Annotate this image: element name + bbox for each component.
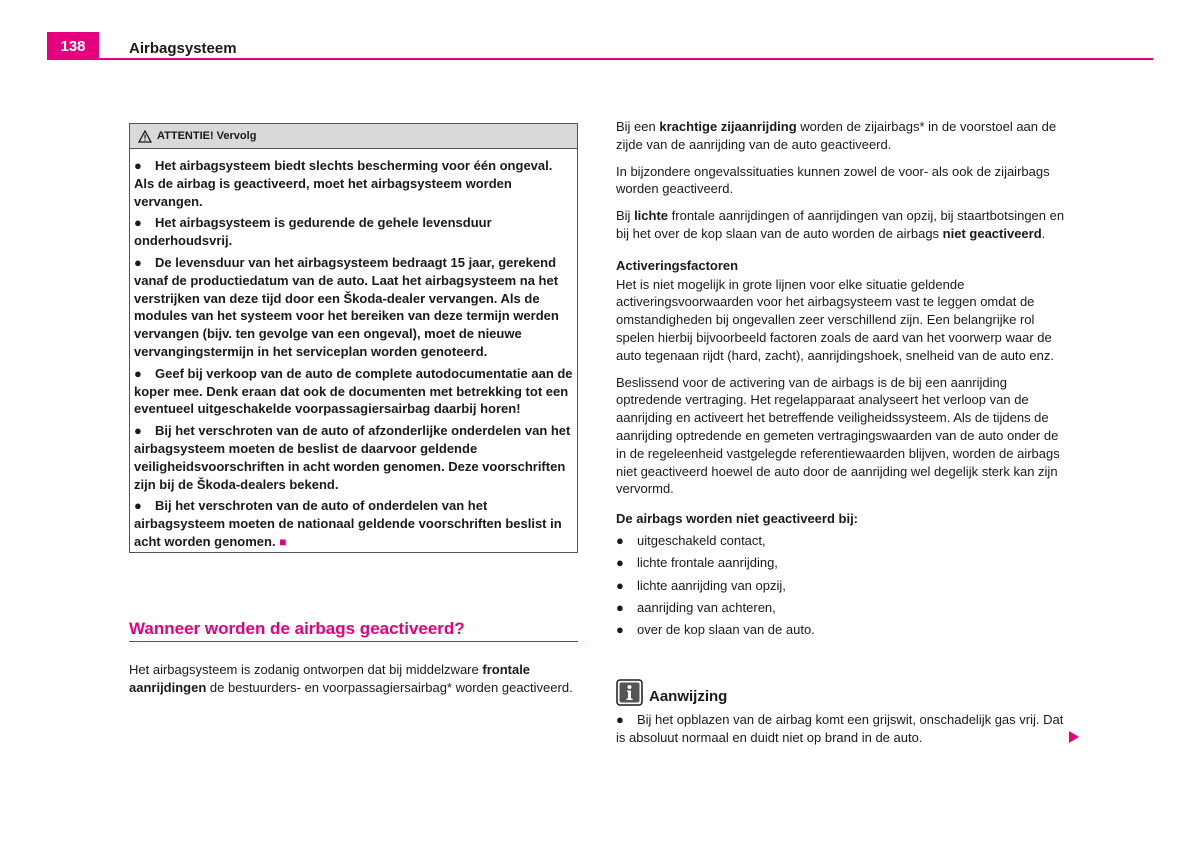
warning-triangle-icon [138,130,152,143]
bullet-icon: ● [616,599,624,615]
bullet-icon: ● [134,158,142,173]
paragraph: Bij lichte frontale aanrijdingen of aanrijdingen van opzij, bij staartbotsingen en bij het over de kop slaan van de auto worden de airbags niet geactiveerd. [616,208,1065,241]
bullet-icon: ● [134,498,142,514]
list-item: ● uitgeschakeld contact, [616,532,766,548]
note-title: Aanwijzing [649,688,728,705]
paragraph: Beslissend voor de activering van de airbags is de bij een aanrijding optredende vertraging. Het regelapparaat analyseert het verloop van de aanrijding en activeert het betreffende veiligheidssysteem. Als de tijdens de aanrijding optredende en gemeten vertragingswaarden van de auto onder de in de regeleenheid vastgelegde referentiewaarden blijven, worden de airbags niet geactiveerd hoewel de auto door de aanrijding wel degelijk sterk kan zijn vervormd. [616,374,1060,497]
warning-header [130,124,577,149]
bullet-icon: ● [616,622,624,638]
paragraph: In bijzondere ongevalssituaties kunnen zowel de voor- als ook de zijairbags worden geactiveerd. [616,163,1050,197]
bullet-icon: ● [616,532,624,548]
end-marker-icon: ■ [279,534,287,549]
subheading: Activeringsfactoren [616,257,739,273]
page-number: 138 [47,32,99,60]
warning-item: ● Bij het verschroten van de auto of afzonderlijke onderdelen van het airbagsysteem moeten de beslist de daarvoor geldende veiligheidsvoorschriften in acht worden genomen. Deze voorschriften zijn bij de Škoda-dealers bekend. [134,423,571,492]
header-rule [47,58,1153,60]
note-header [616,679,727,706]
paragraph: Bij een krachtige zijaanrijding worden de zijairbags* in de voorstoel aan de zijde van de aanrijding van de auto geactiveerd. [616,119,1057,152]
bullet-icon: ● [134,423,142,439]
bullet-icon: ● [134,215,142,231]
warning-body [130,149,577,552]
bullet-icon: ● [134,254,142,270]
list-item: ● over de kop slaan van de auto. [616,622,815,638]
right-column [616,118,1072,643]
not-activated-list [616,532,1072,639]
section-intro: Het airbagsysteem is zodanig ontworpen dat bij middelzware frontale aanrijdingen de bestuurders- en voorpassagiersairbag* worden geactiveerd. [129,662,573,695]
warning-item: ● Geef bij verkoop van de auto de complete autodocumentatie aan de koper mee. Denk eraan dat ook de documenten met betrekking tot een eventueel uitgeschakelde voorpassagiersairbag daarbij horen! [134,365,573,417]
list-item: ● aanrijding van achteren, [616,599,776,615]
list-item: ● lichte aanrijding van opzij, [616,577,786,593]
warning-item: ● De levensduur van het airbagsysteem bedraagt 15 jaar, gerekend vanaf de productiedatum van de auto. Laat het airbagsysteem na het verstrijken van deze tijd door een Škoda-dealer vervangen. Als de modules van het systeem voor het bereiken van deze termijn werden vervangen (bijv. ten gevolge van een ongeval), moet de nieuwe vervangingstermijn in het serviceplan worden genoteerd. [134,254,559,359]
bullet-icon: ● [616,712,624,727]
warning-item: ● Bij het verschroten van de auto of onderdelen van het airbagsysteem moeten de nationaal geldende voorschriften beslist in acht worden genomen. ■ [134,498,562,549]
bullet-icon: ● [134,365,142,381]
bullet-icon: ● [616,555,624,571]
list-item: ● lichte frontale aanrijding, [616,555,778,571]
warning-title: ATTENTIE! Vervolg [157,130,257,142]
warning-item: ● Het airbagsysteem is gedurende de gehele levensduur onderhoudsvrij. [134,215,492,249]
section-heading: Wanneer worden de airbags geactiveerd? [129,619,578,642]
warning-box [129,123,578,553]
note-text: ● Bij het opblazen van de airbag komt een grijswit, onschadelijk gas vrij. Dat is absoluut normaal en duidt niet op brand in de auto. [616,712,1064,745]
chapter-title: Airbagsysteem [129,40,237,57]
paragraph: Het is niet mogelijk in grote lijnen voor elke situatie geldende activeringsvoorwaarden voor het airbagsysteem vast te leggen omdat de omstandigheden bij ongevallen zeer verschillend zijn. Een belangrijke rol spelen hierbij bijvoorbeeld factoren zoals de aard van het voorwerp waar de auto tegenaan rijdt (hard, zacht), aanrijdingshoek, snelheid van de auto enz. [616,276,1054,363]
subheading: De airbags worden niet geactiveerd bij: [616,511,859,527]
info-icon [616,679,643,706]
bullet-icon: ● [616,577,624,593]
next-page-arrow-icon [1069,731,1079,743]
warning-item: ● Het airbagsysteem biedt slechts bescherming voor één ongeval. Als de airbag is geactiveerd, moet het airbagsysteem worden vervangen. [134,158,553,209]
